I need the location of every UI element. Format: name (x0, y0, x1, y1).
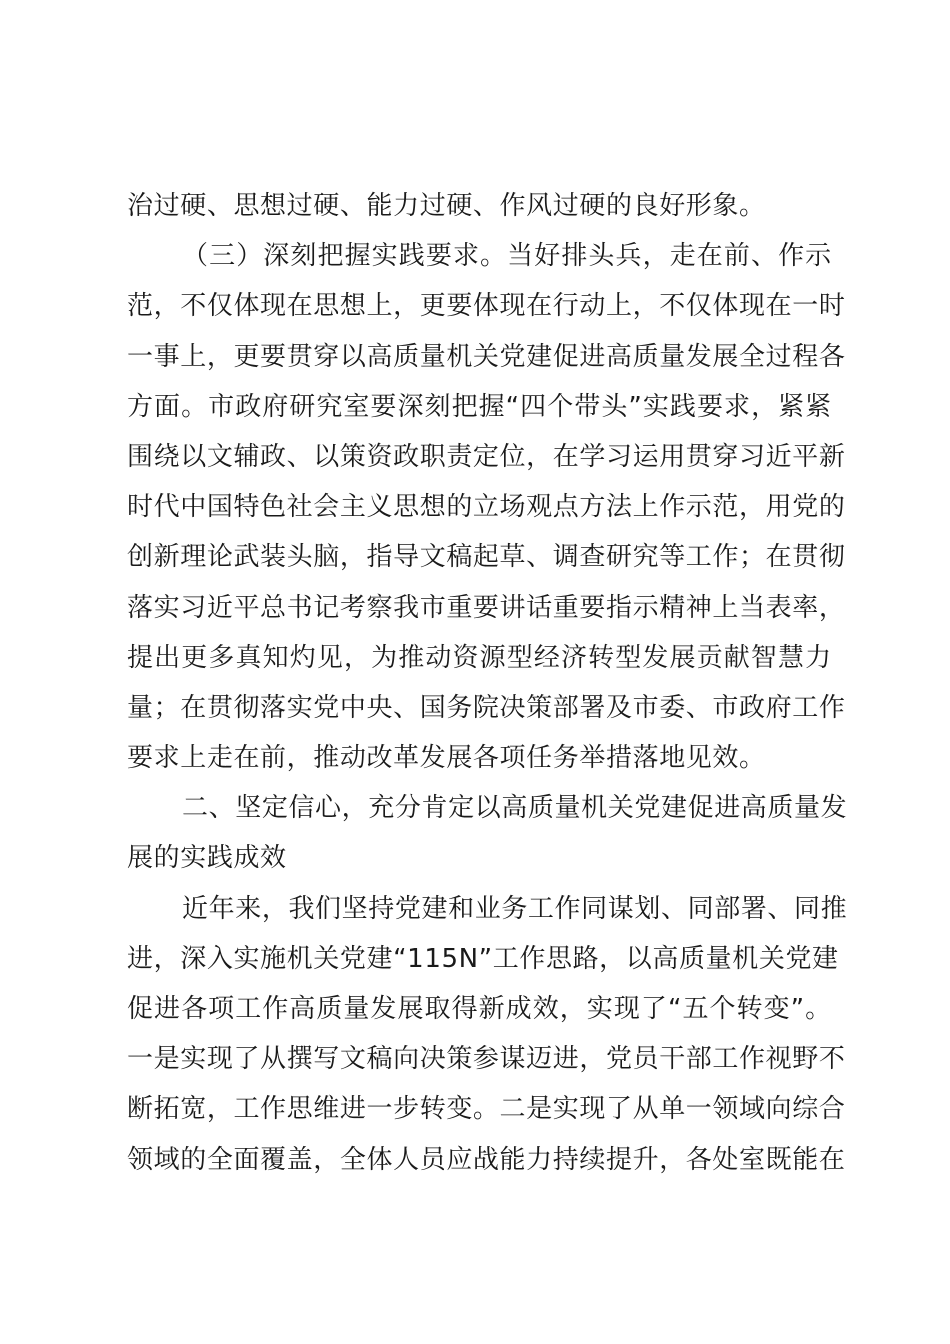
text-line: （ 三 ） 深 刻 把 握 实 践 要 求 。 当 好 排 头 兵 ， 走 在 前 、 作 示 (182, 241, 832, 272)
section-heading-line: 展 的 实 践 成 效 (127, 843, 287, 874)
text-line: 近 年 来 ， 我 们 坚 持 党 建 和 业 务 工 作 同 谋 划 、 同 部 署 、 同 推 (182, 893, 848, 924)
text-line: 一 是 实 现 了 从 撰 写 文 稿 向 决 策 参 谋 迈 进 ， 党 员 干 部 工 作 视 野 不 (127, 1044, 846, 1075)
document-body (127, 181, 848, 1185)
text-line: 领 域 的 全 面 覆 盖 ， 全 体 人 员 应 战 能 力 持 续 提 升 ， 各 处 室 既 能 在 (127, 1144, 846, 1175)
text-line: 要 求 上 走 在 前 ， 推 动 改 革 发 展 各 项 任 务 举 措 落 地 见 效 。 (127, 743, 766, 774)
text-line: 范 ， 不 仅 体 现 在 思 想 上 ， 更 要 体 现 在 行 动 上 ， 不 仅 体 现 在 一 时 (127, 291, 846, 322)
text-line: 量 ； 在 贯 彻 落 实 党 中 央 、 国 务 院 决 策 部 署 及 市 委 、 市 政 府 工 作 (127, 692, 846, 723)
text-line: 方 面 。 市 政 府 研 究 室 要 深 刻 把 握 “ 四 个 带 头 ” 实 践 要 求 ， 紧 紧 (127, 391, 832, 422)
text-line: 提 出 更 多 真 知 灼 见 ， 为 推 动 资 源 型 经 济 转 型 发 展 贡 献 智 慧 力 (127, 642, 832, 673)
text-line: 治 过 硬 、 思 想 过 硬 、 能 力 过 硬 、 作 风 过 硬 的 良 好 形 象 。 (127, 191, 766, 221)
text-line: 进 ， 深 入 实 施 机 关 党 建 “ 115N ” 工 作 思 路 ， 以 高 质 量 机 关 党 建 (127, 943, 839, 974)
text-line: 时 代 中 国 特 色 社 会 主 义 思 想 的 立 场 观 点 方 法 上 作 示 范 ， 用 党 的 (127, 492, 846, 523)
text-line: 围 绕 以 文 辅 政 、 以 策 资 政 职 责 定 位 ， 在 学 习 运 用 贯 穿 习 近 平 新 (127, 441, 846, 472)
text-line: 促 进 各 项 工 作 高 质 量 发 展 取 得 新 成 效 ， 实 现 了 “ 五 个 转 变 ” 。 (127, 994, 832, 1024)
text-line: 断 拓 宽 ， 工 作 思 维 进 一 步 转 变 。 二 是 实 现 了 从 单 一 领 域 向 综 合 (127, 1094, 846, 1125)
text-line: 落 实 习 近 平 总 书 记 考 察 我 市 重 要 讲 话 重 要 指 示 精 神 上 当 表 率 ， (127, 592, 846, 623)
text-line: 一 事 上 ， 更 要 贯 穿 以 高 质 量 机 关 党 建 促 进 高 质 量 发 展 全 过 程 各 (127, 341, 846, 372)
text-line: 创 新 理 论 武 装 头 脑 ， 指 导 文 稿 起 草 、 调 查 研 究 等 工 作 ； 在 贯 彻 (127, 542, 846, 573)
section-heading-line: 二 、 坚 定 信 心 ， 充 分 肯 定 以 高 质 量 机 关 党 建 促 进 高 质 量 发 (182, 793, 848, 824)
